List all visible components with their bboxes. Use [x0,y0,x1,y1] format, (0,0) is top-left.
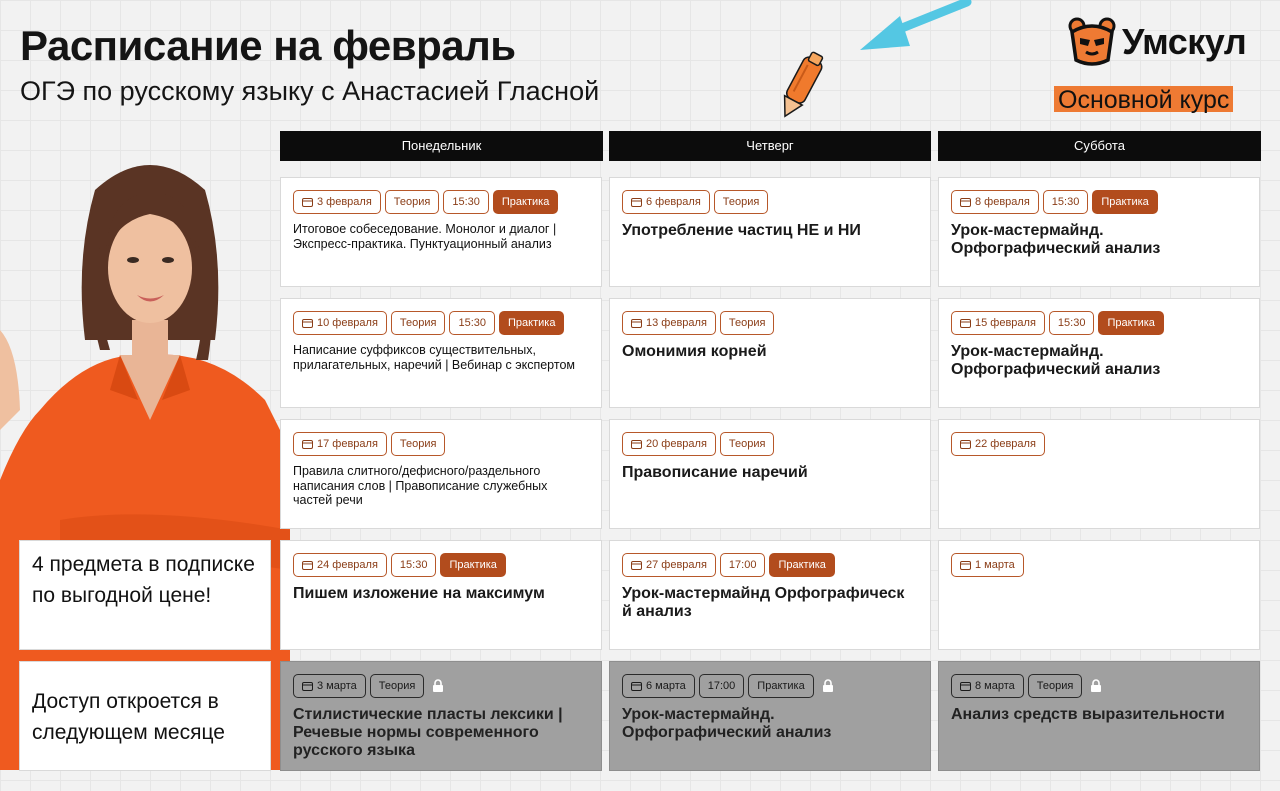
calendar-icon [631,197,642,207]
date-text: 3 февраля [317,196,372,208]
practice-tag: Практика [748,674,813,698]
date-text: 20 февраля [646,438,707,450]
page-subtitle: ОГЭ по русскому языку с Анастасией Гласной [20,76,600,106]
lesson-card[interactable] [280,298,602,408]
calendar-icon [302,197,313,207]
subscription-promo-text: 4 предмета в подписке по выгодной цене! [32,553,255,607]
lesson-card[interactable] [609,540,931,650]
lesson-card[interactable] [609,419,931,529]
date-text: 15 февраля [975,317,1036,329]
lesson-title: Пишем изложение на максимум [293,585,545,602]
date-tag [293,311,387,335]
access-info [19,661,271,771]
date-text: 6 февраля [646,196,701,208]
lesson-card[interactable] [609,661,931,771]
lesson-title: Правила слитного/дефисного/раздельного написания слов | Правописание служебных частей речи [293,464,548,507]
lesson-card[interactable] [609,177,931,287]
time-tag: 15:30 [391,553,437,577]
lesson-tags [622,553,918,577]
date-text: 13 февраля [646,317,707,329]
lesson-tags [293,432,589,456]
calendar-icon [960,560,971,570]
date-text: 6 марта [646,680,686,692]
lesson-card[interactable] [938,177,1260,287]
practice-tag: Практика [493,190,558,214]
lesson-title: Урок-мастермайнд. Орфографический анализ [622,706,832,741]
date-tag [293,432,387,456]
lesson-card[interactable] [280,661,602,771]
lesson-card[interactable] [280,177,602,287]
lesson-title: Написание суффиксов существительных, прилагательных, наречий | Вебинар с экспертом [293,343,575,372]
time-tag: 15:30 [443,190,489,214]
date-tag [622,674,695,698]
date-text: 22 февраля [975,438,1036,450]
column-header-monday: Понедельник [280,131,603,161]
practice-tag: Практика [440,553,505,577]
theory-tag: Теория [391,432,446,456]
lesson-tags [293,190,589,214]
theory-tag: Теория [714,190,769,214]
pen-decoration-icon [770,50,830,126]
calendar-icon [960,681,971,691]
date-text: 8 марта [975,680,1015,692]
time-tag: 17:00 [699,674,745,698]
theory-tag: Теория [370,674,425,698]
lesson-card[interactable] [280,540,602,650]
lesson-tags [293,553,589,577]
calendar-icon [302,560,313,570]
calendar-icon [631,318,642,328]
lesson-card[interactable] [938,298,1260,408]
calendar-icon [631,560,642,570]
lesson-title: Урок-мастермайнд Орфографическ й анализ [622,585,905,620]
lock-icon [432,679,444,693]
column-header-thursday: Четверг [609,131,931,161]
lesson-title: Анализ средств выразительности [951,706,1225,723]
date-tag [622,432,716,456]
date-tag [951,553,1024,577]
date-tag [622,553,716,577]
date-tag [293,553,387,577]
calendar-icon [302,681,313,691]
bear-logo-icon [1066,16,1118,68]
date-text: 3 марта [317,680,357,692]
lesson-tags [622,190,918,214]
lesson-card[interactable] [938,540,1260,650]
practice-tag: Практика [499,311,564,335]
practice-tag: Практика [1092,190,1157,214]
time-tag: 15:30 [1043,190,1089,214]
lesson-tags [622,311,918,335]
date-text: 1 марта [975,559,1015,571]
access-info-text: Доступ откроется в следующем месяце [32,690,225,744]
lesson-title: Правописание наречий [622,464,808,481]
theory-tag: Теория [391,311,446,335]
lock-icon [1090,679,1102,693]
brand-logo [1066,16,1246,68]
date-tag [951,674,1024,698]
calendar-icon [302,439,313,449]
date-tag [951,432,1045,456]
date-text: 10 февраля [317,317,378,329]
lesson-card[interactable] [938,661,1260,771]
date-tag [622,311,716,335]
date-text: 27 февраля [646,559,707,571]
theory-tag: Теория [720,432,775,456]
lesson-tags [622,674,918,698]
calendar-icon [302,318,313,328]
calendar-icon [960,197,971,207]
date-tag [293,674,366,698]
theory-tag: Теория [720,311,775,335]
date-text: 8 февраля [975,196,1030,208]
lesson-title: Омонимия корней [622,343,767,360]
time-tag: 15:30 [1049,311,1095,335]
lesson-card[interactable] [280,419,602,529]
lesson-tags [293,311,589,335]
lesson-card[interactable] [938,419,1260,529]
lesson-tags [951,190,1247,214]
date-text: 24 февраля [317,559,378,571]
lesson-card[interactable] [609,298,931,408]
lesson-tags [293,674,589,698]
column-header-saturday: Суббота [938,131,1261,161]
calendar-icon [631,681,642,691]
theory-tag: Теория [1028,674,1083,698]
practice-tag: Практика [769,553,834,577]
lesson-title: Урок-мастермайнд. Орфографический анализ [951,343,1161,378]
calendar-icon [960,318,971,328]
time-tag: 15:30 [449,311,495,335]
date-text: 17 февраля [317,438,378,450]
time-tag: 17:00 [720,553,766,577]
lock-icon [822,679,834,693]
lesson-tags [622,432,918,456]
lesson-tags [951,553,1247,577]
lesson-tags [951,311,1247,335]
lesson-title: Урок-мастермайнд. Орфографический анализ [951,222,1161,257]
lesson-title: Итоговое собеседование. Монолог и диалог | Экспресс-практика. Пунктуационный анализ [293,222,557,251]
subscription-promo [19,540,271,650]
lesson-tags [951,432,1247,456]
theory-tag: Теория [385,190,440,214]
brand-name: Умскул [1122,21,1247,62]
arrow-decoration-icon [852,0,972,60]
course-badge: Основной курс [1054,86,1233,112]
lesson-title: Употребление частиц НЕ и НИ [622,222,861,239]
date-tag [951,311,1045,335]
lesson-title: Стилистические пласты лексики | Речевые нормы современного русского языка [293,706,563,759]
calendar-icon [631,439,642,449]
page-title: Расписание на февраль [20,22,516,69]
lesson-tags [951,674,1247,698]
date-tag [951,190,1039,214]
date-tag [622,190,710,214]
practice-tag: Практика [1098,311,1163,335]
date-tag [293,190,381,214]
calendar-icon [960,439,971,449]
